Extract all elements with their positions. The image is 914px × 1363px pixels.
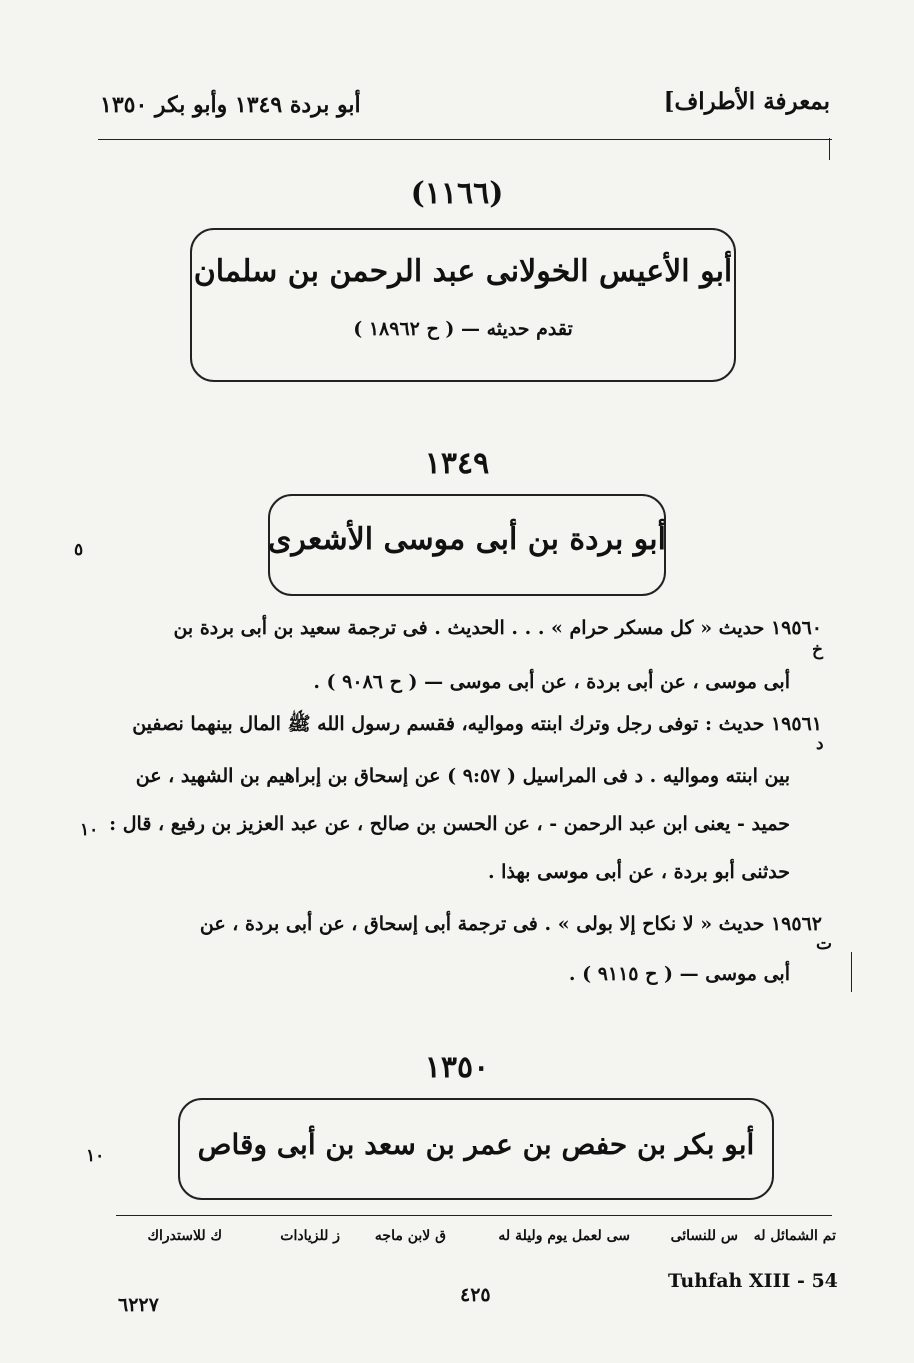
entry-box-1166 bbox=[190, 228, 736, 382]
margin-number-5: ٥ bbox=[74, 540, 84, 560]
header-rule bbox=[98, 139, 832, 140]
margin-number-10-a: ١٠ bbox=[80, 820, 99, 840]
header-left-title: أبو بردة ١٣٤٩ وأبو بكر ١٣٥٠ bbox=[100, 92, 361, 118]
footnote-rule bbox=[116, 1215, 832, 1216]
entry-name-1349: أبو بردة بن أبى موسى الأشعرى bbox=[267, 522, 666, 557]
footnote-item-4: ق لابن ماجه bbox=[374, 1228, 446, 1244]
hadith-19561-line-3: حميد - يعنى ابن عبد الرحمن - ، عن الحسن بن صالح ، عن عبد العزيز بن رفيع ، قال : bbox=[109, 813, 790, 835]
entry-number-1349: ١٣٤٩ bbox=[424, 446, 490, 481]
bottom-left-number: ٦٢٢٧ bbox=[118, 1294, 159, 1316]
hadith-19561-line-4: حدثنى أبو بردة ، عن أبى موسى بهذا . bbox=[487, 861, 790, 883]
source-reference: Tuhfah XIII - 54 bbox=[668, 1270, 838, 1292]
entry-name-1166: أبو الأعيس الخولانى عبد الرحمن بن سلمان bbox=[193, 254, 733, 289]
hadith-19560-line-2: أبى موسى ، عن أبى بردة ، عن أبى موسى — ( ح ٩٠٨٦ ) . bbox=[313, 671, 790, 693]
hadith-19561-line-1: ١٩٥٦١ حديث : توفى رجل وترك ابنته ومواليه، فقسم رسول الله ﷺ المال بينهما نصفين bbox=[132, 713, 822, 735]
entry-name-1350: أبو بكر بن حفص بن عمر بن سعد بن أبى وقاص bbox=[197, 1128, 755, 1161]
hadith-19560-marker: خ bbox=[812, 640, 823, 660]
footnote-item-6: ك للاستدراك bbox=[147, 1228, 222, 1244]
hadith-19562-marker: ت bbox=[816, 934, 833, 954]
margin-number-10-b: ١٠ bbox=[86, 1146, 105, 1166]
margin-vertical-line bbox=[851, 952, 852, 992]
hadith-19562-line-2: أبى موسى — ( ح ٩١١٥ ) . bbox=[568, 963, 790, 985]
hadith-19561-marker: د bbox=[816, 734, 824, 754]
hadith-19560-line-1: ١٩٥٦٠ حديث « كل مسكر حرام » . . . الحديث . فى ترجمة سعيد بن أبى بردة بن bbox=[173, 617, 822, 639]
footnote-item-1: تم الشمائل له bbox=[753, 1228, 836, 1244]
footnote-item-2: س للنسائى bbox=[670, 1228, 738, 1244]
footnote-item-3: سى لعمل يوم وليلة له bbox=[498, 1228, 630, 1244]
hadith-19561-line-2: بين ابنته ومواليه . د فى المراسيل ( ٩:٥٧ ) عن إسحاق بن إبراهيم بن الشهيد ، عن bbox=[135, 765, 790, 787]
footnote-item-5: ز للزيادات bbox=[280, 1228, 340, 1244]
header-right-title: بمعرفة الأطراف] bbox=[663, 88, 830, 115]
page-number: ٤٢٥ bbox=[460, 1284, 491, 1306]
entry-number-1350: ١٣٥٠ bbox=[424, 1050, 490, 1085]
hadith-19562-line-1: ١٩٥٦٢ حديث « لا نكاح إلا بولى » . فى ترجمة أبى إسحاق ، عن أبى بردة ، عن bbox=[199, 913, 822, 935]
margin-mark bbox=[829, 138, 830, 160]
entry-number-1166: (١١٦٦) bbox=[410, 176, 504, 211]
entry-note-1166: تقدم حديثه — ( ح ١٨٩٦٢ ) bbox=[353, 318, 573, 340]
